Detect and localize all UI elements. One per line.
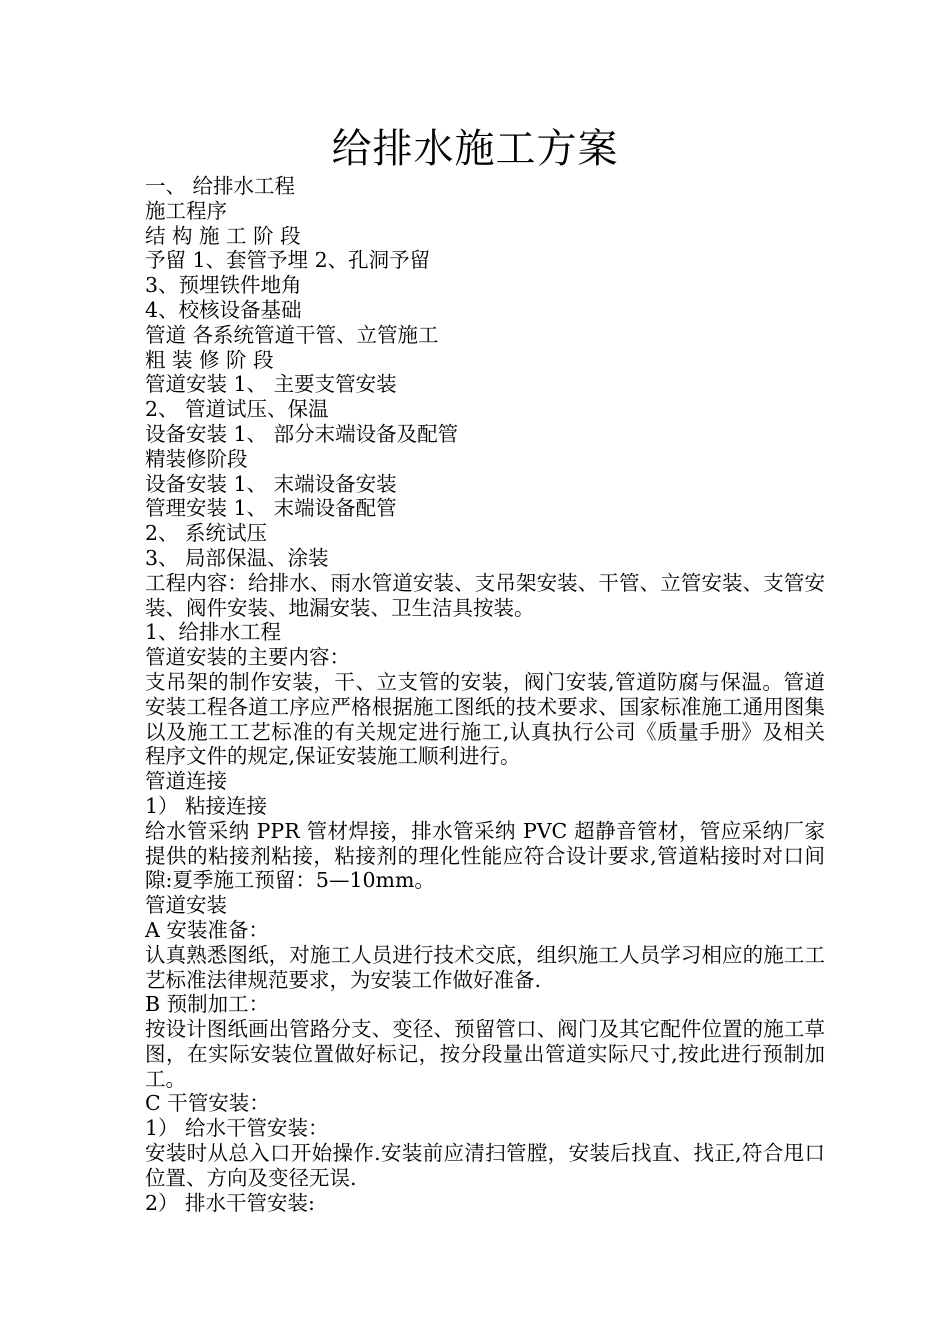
- text-line: 设备安装 1、 部分末端设备及配管: [145, 421, 459, 446]
- subsection-heading: 管道连接: [145, 769, 227, 794]
- stage-heading: 结 构 施 工 阶 段: [145, 223, 301, 248]
- text-line: B 预制加工：: [145, 992, 270, 1017]
- stage-heading: 粗 装 修 阶 段: [145, 347, 274, 372]
- section-heading: 1、给排水工程: [145, 620, 282, 645]
- section-heading: 一、 给排水工程: [145, 174, 296, 198]
- text-line: C 干管安装：: [145, 1091, 270, 1116]
- text-line: 2） 排水干管安装:: [145, 1190, 315, 1215]
- text-line: 1） 粘接连接: [145, 793, 268, 818]
- text-line: 管道安装的主要内容：: [145, 645, 350, 670]
- text-line: 3、 局部保温、涂装: [145, 545, 329, 570]
- paragraph: 按设计图纸画出管路分支、变径、预留管口、阀门及其它配件位置的施工草图，在实际安装位置做好标记，按分段量出管道实际尺寸,按此进行预制加工。: [145, 1017, 825, 1091]
- paragraph: 支吊架的制作安装，干、立支管的安装，阀门安装,管道防腐与保温。管道安装工程各道工序应严格根据施工图纸的技术要求、国家标准施工通用图集以及施工工艺标准的有关规定进行施工,认真执行公司《质量手册》及相关程序文件的规定,保证安装施工顺利进行。: [145, 669, 825, 769]
- text-line: 施工程序: [145, 198, 227, 223]
- text-line: 4、校核设备基础: [145, 297, 302, 322]
- subsection-heading: 管道安装: [145, 893, 227, 918]
- text-line: 予留 1、套管予埋 2、孔洞予留: [145, 248, 431, 273]
- text-line: 1） 给水干管安装：: [145, 1116, 329, 1141]
- paragraph: 工程内容：给排水、雨水管道安装、支吊架安装、干管、立管安装、支管安装、阀件安装、地漏安装、卫生洁具按装。: [145, 570, 825, 620]
- text-line: 2、 管道试压、保温: [145, 397, 329, 422]
- text-line: A 安装准备：: [145, 917, 269, 942]
- text-line: 2、 系统试压: [145, 521, 268, 546]
- text-line: 设备安装 1、 末端设备安装: [145, 471, 397, 496]
- document-title: 给排水施工方案: [331, 126, 619, 172]
- document-body: [145, 174, 825, 1215]
- stage-heading: 精装修阶段: [145, 446, 248, 471]
- paragraph: 安装时从总入口开始操作.安装前应清扫管膛，安装后找直、找正,符合甩口位置、方向及变径无误.: [145, 1141, 825, 1190]
- text-line: 3、预埋铁件地角: [145, 273, 302, 298]
- text-line: 管理安装 1、 末端设备配管: [145, 496, 397, 521]
- text-line: 管道安装 1、 主要支管安装: [145, 372, 397, 397]
- paragraph: 认真熟悉图纸，对施工人员进行技术交底，组织施工人员学习相应的施工工艺标准法律规范要求，为安装工作做好准备.: [145, 942, 825, 992]
- paragraph: 给水管采纳 PPR 管材焊接，排水管采纳 PVC 超静音管材，管应采纳厂家提供的粘接剂粘接，粘接剂的理化性能应符合设计要求,管道粘接时对口间隙:夏季施工预留：5—10mm。: [145, 818, 825, 893]
- text-line: 管道 各系统管道干管、立管施工: [145, 322, 439, 347]
